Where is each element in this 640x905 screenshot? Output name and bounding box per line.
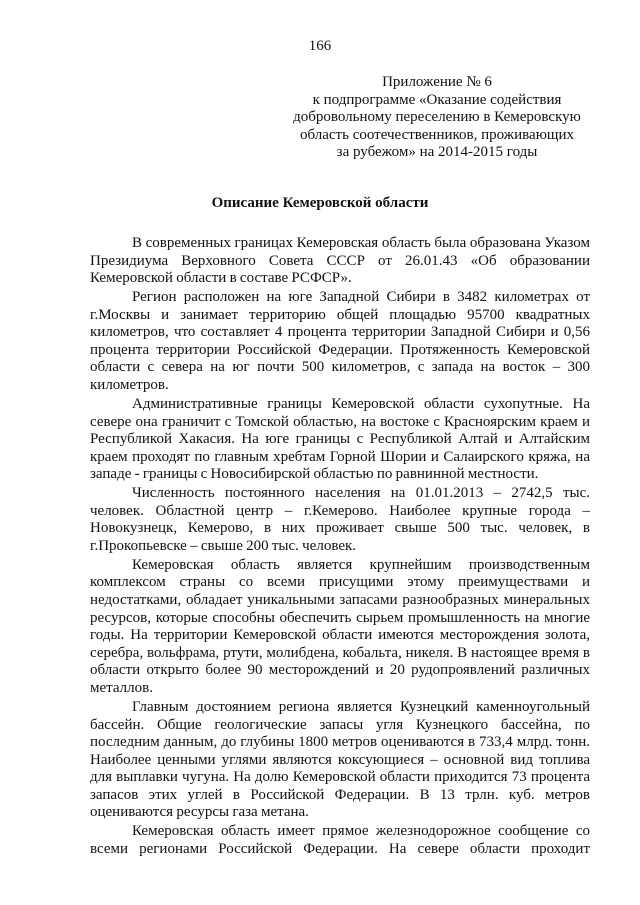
appendix-line: область соотечественников, проживающих	[299, 126, 574, 143]
paragraph: Кемеровская область является крупнейшим производственным комплексом страны со всеми присущими этому преимуществами и недостатками, обладает уникальными запасами разнообразных минеральных ресурсов, которые способны обеспечить сырьем промышленность на многие годы. На территории Кемеровской области имеются месторождения золота, серебра, вольфрама, ртути, молибдена, кобальта, никеля. В настоящее время в области открыто более 90 месторождений и 20 рудопроявлений различных металлов.	[90, 556, 590, 697]
paragraph: Регион расположен на юге Западной Сибири в 3482 километрах от г.Москвы и занимает территорию общей площадью 95700 квадратных километров, что составляет 4 процента территории Западной Сибири и 0,56 процента территории Российской Федерации. Протяженность Кемеровской области с севера на юг почти 500 километров, с запада на восток – 300 километров.	[90, 289, 590, 394]
appendix-line: Приложение № 6	[382, 74, 492, 90]
page-number: 166	[308, 38, 332, 54]
document-title: Описание Кемеровской области	[211, 195, 429, 211]
appendix-line: добровольному переселению в Кемеровскую	[293, 109, 581, 125]
appendix-header	[262, 74, 612, 162]
paragraph: Численность постоянного населения на 01.01.2013 – 2742,5 тыс. человек. Областной центр – г.Кемерово. Наиболее крупные города – Новокузнецк, Кемерово, в них проживает свыше 500 тыс. человек, в г.Прокопьевске – свыше 200 тыс. человек.	[90, 485, 590, 554]
paragraph: Главным достоянием региона является Кузнецкий каменноугольный бассейн. Общие геологические запасы угля Кузнецкого бассейна, по последним данным, до глубины 1800 метров оцениваются в 733,4 млрд. тонн. Наиболее ценными углями являются коксующиеся – основной вид топлива для выплавки чугуна. На долю Кемеровской области приходится 73 процента запасов этих углей в Российской Федерации. В 13 трлн. куб. метров оцениваются ресурсы газа метана.	[90, 698, 590, 821]
paragraph: Административные границы Кемеровской области сухопутные. На севере она граничит с Томской областью, на востоке с Красноярским краем и Республикой Хакасия. На юге границы с Республикой Алтай и Алтайским краем проходят по главным хребтам Горной Шории и Салаирского кряжа, на западе - границы с Новосибирской областью по равнинной местности.	[90, 395, 590, 483]
paragraph: Кемеровская область имеет прямое железнодорожное сообщение со всеми регионами Российской Федерации. На севере области проходит	[90, 823, 590, 857]
appendix-line: за рубежом» на 2014-2015 годы	[336, 144, 538, 160]
paragraph: В современных границах Кемеровская область была образована Указом Президиума Верховного Совета СССР от 26.01.43 «Об образовании Кемеровской области в составе РСФСР».	[90, 235, 590, 287]
appendix-line: к подпрограмме «Оказание содействия	[312, 91, 562, 108]
document-body	[90, 235, 590, 860]
